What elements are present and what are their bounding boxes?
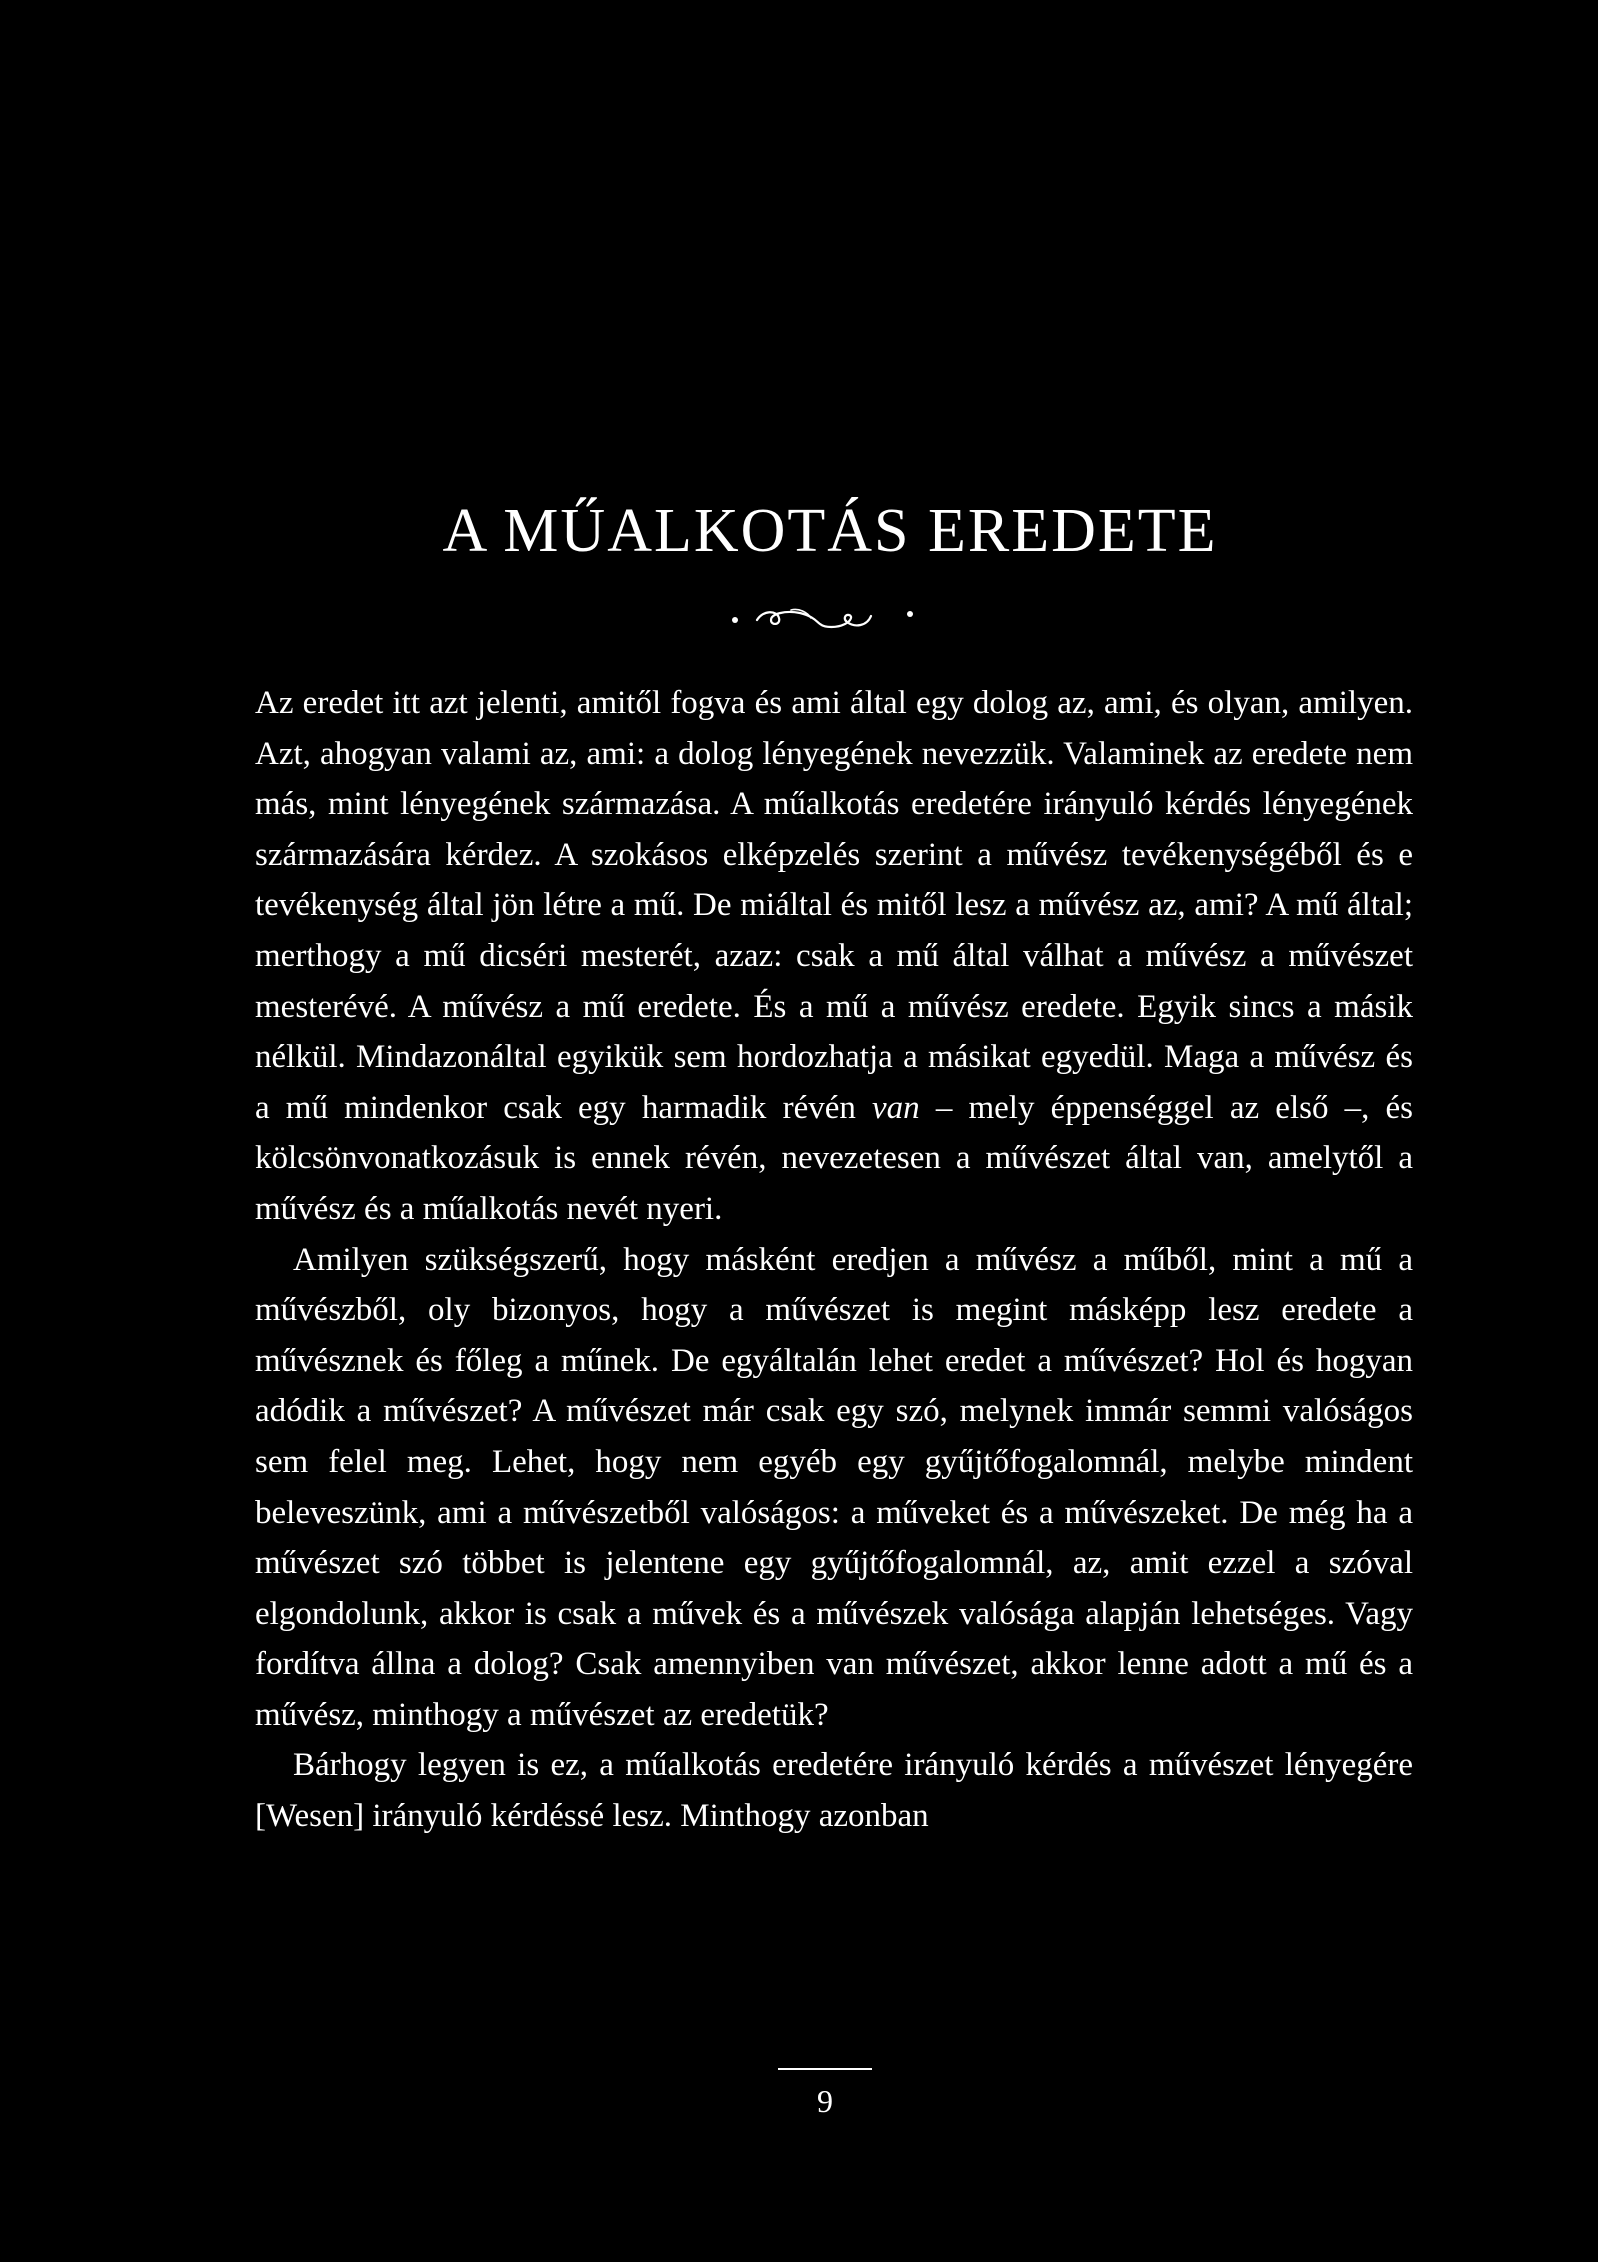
paragraph-1-text: Az eredet itt azt jelenti, amitől fogva és ami által egy dolog az, ami, és olyan, amilyen. Azt, ahogyan valami az, ami: a dolog lényegének nevezzük. Valaminek az eredete nem más, mint lényegének származása. A műalkotás eredetére irányuló kérdés lényegének származására kérdez. A szokásos elképzelés szerint a művész tevékenységéből és e tevékenység által jön létre a mű. De miáltal és mitől lesz a művész az, ami? A mű által; merthogy a mű dicséri mesterét, azaz: csak a mű által válhat a művész a művészet mesterévé. A művész a mű eredete. És a mű a művész eredete. Egyik sincs a másik nélkül. Mindazonáltal egyikük sem hordozhatja a másikat egyedül. Maga a művész és a mű mindenkor csak egy harmadik révén: [255, 685, 1413, 1126]
paragraph-2: Amilyen szükségszerű, hogy másként eredjen a művész a műből, mint a mű a művészből, oly bizonyos, hogy a művészet is megint másképp lesz eredete a művésznek és főleg a műnek. De egyáltalán lehet eredet a művészet? Hol és hogyan adódik a művészet? A művészet már csak egy szó, melynek immár semmi valóságos sem felel meg. Lehet, hogy nem egyéb egy gyűjtőfogalomnál, melybe mindent beleveszünk, ami a művészetből valóságos: a műveket és a művészeket. De még ha a művészet szó többet is jelentene egy gyűjtőfogalomnál, az, amit ezzel a szóval elgondolunk, akkor is csak a művek és a művészek valósága alapján lehetséges. Vagy fordítva állna a dolog? Csak amennyiben van művészet, akkor lenne adott a mű és a művész, minthogy a művészet az eredetük?: [255, 1241, 1413, 1733]
page-number: 9: [817, 2083, 833, 2119]
body-text: [255, 678, 1413, 1842]
paragraph-1: [255, 678, 1413, 1235]
ornament-dot-left: [732, 617, 738, 623]
footer-rule: [778, 2068, 872, 2070]
chapter-title: A MŰALKOTÁS EREDETE: [442, 497, 1218, 565]
paragraph-3: Bárhogy legyen is ez, a műalkotás eredetére irányuló kérdés a művészet lényegére [Wesen] irányuló kérdéssé lesz. Minthogy azonban: [255, 1747, 1413, 1835]
paragraph-1-end: – mely éppenséggel az első –, és kölcsönvonatkozásuk is ennek révén, nevezetesen a művészet által van, amelytől a művész és a műalkotás nevét nyeri.: [255, 1089, 1413, 1227]
ornament-dot-right: [907, 611, 913, 617]
emphasis-van: van: [872, 1089, 920, 1126]
ornament-flourish: [725, 598, 925, 638]
ornament-swirl: [757, 612, 871, 627]
